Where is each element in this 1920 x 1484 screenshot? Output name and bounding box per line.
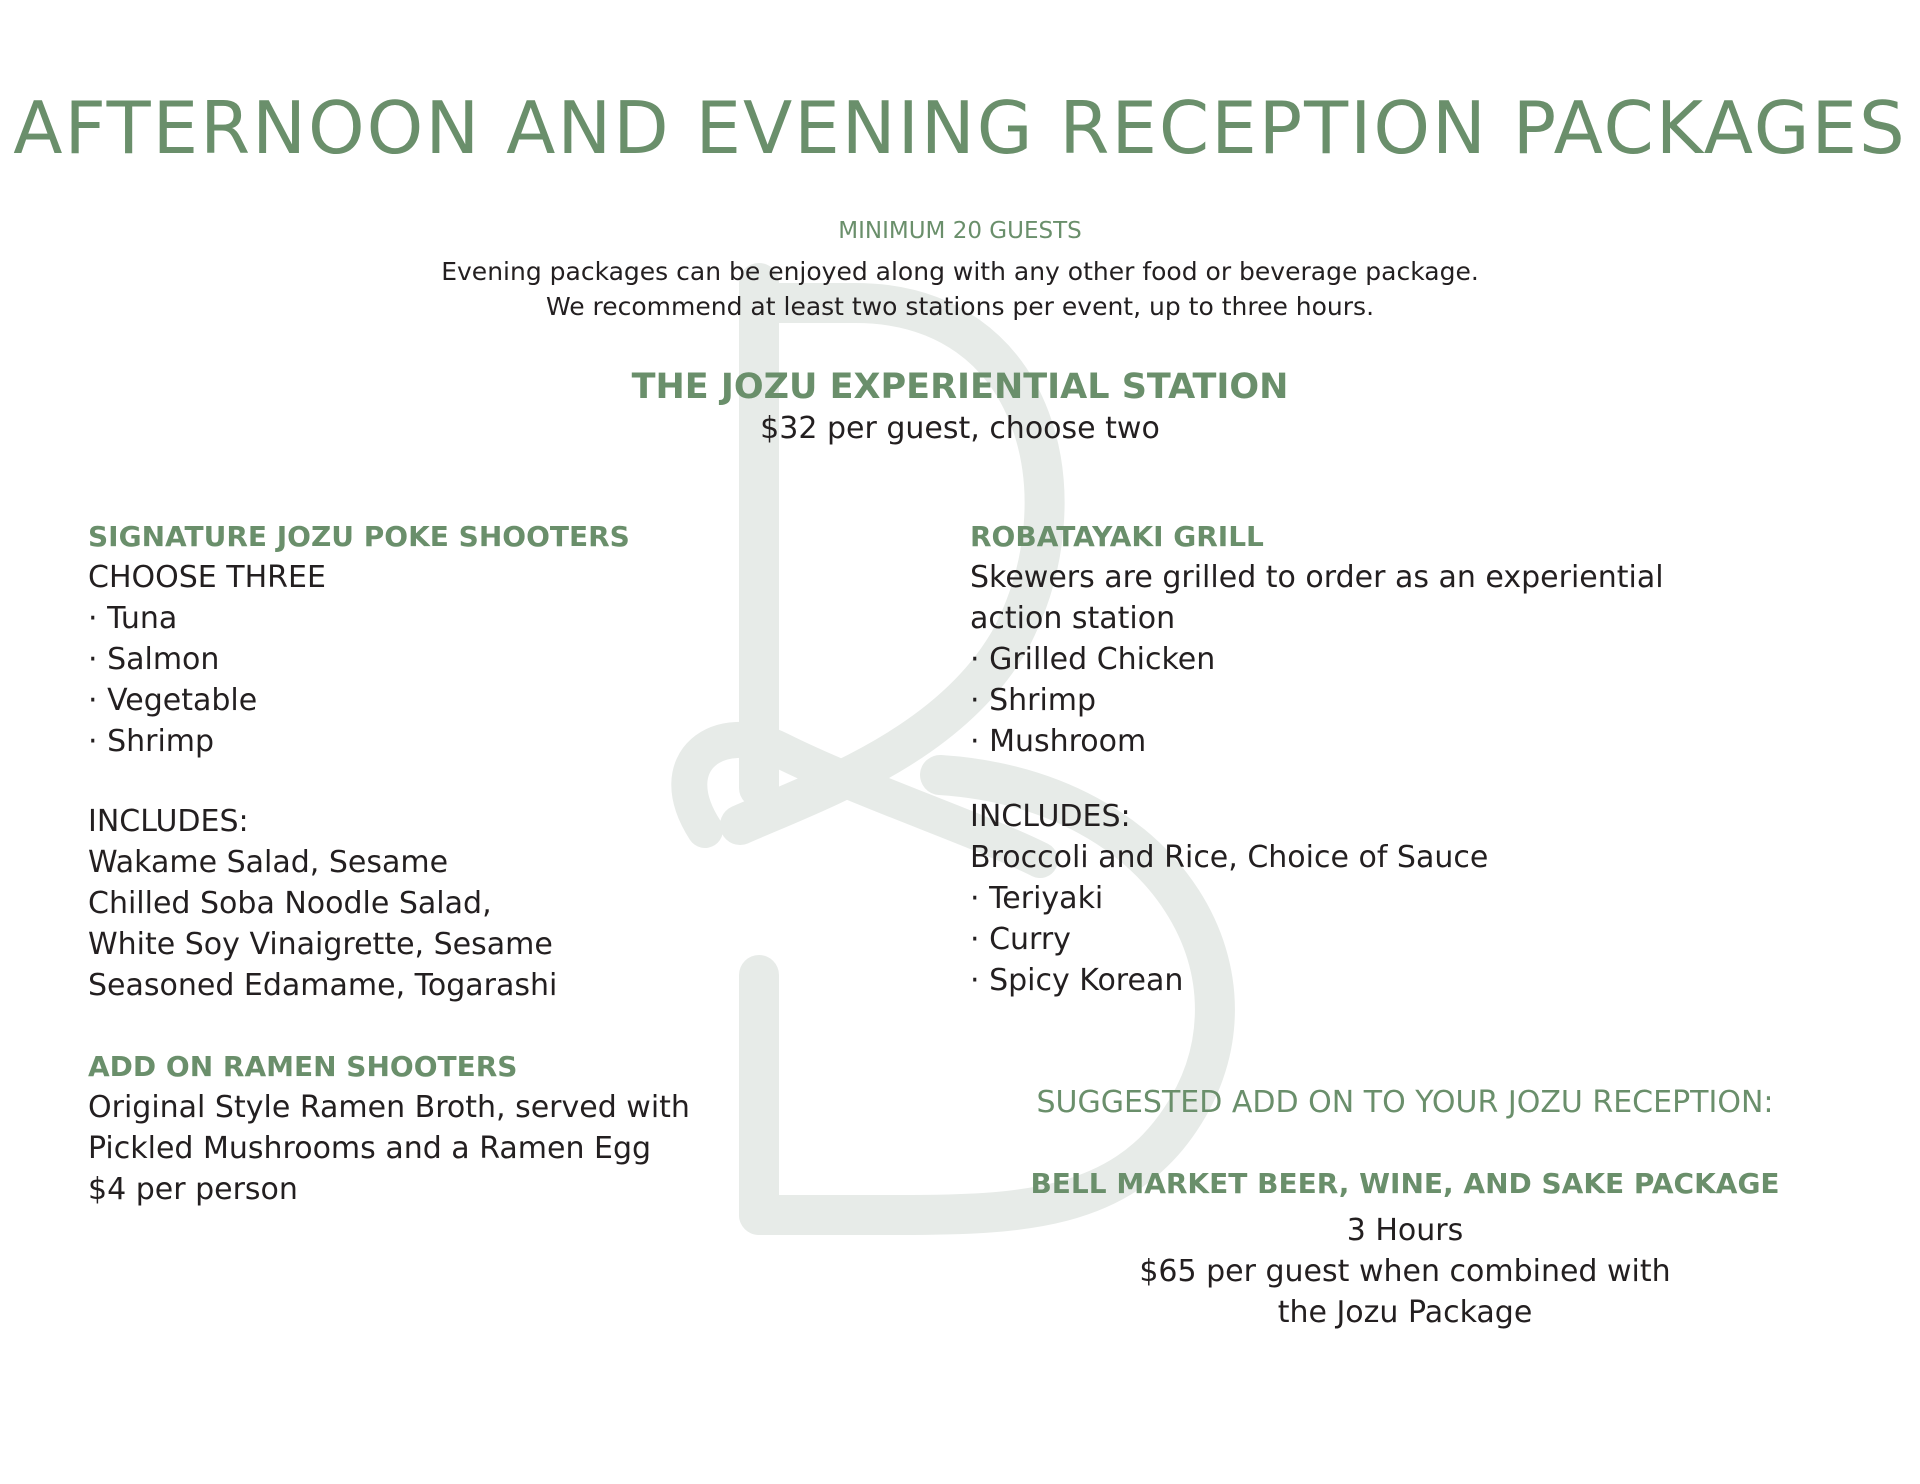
poke-option: · Vegetable <box>88 683 258 718</box>
robatayaki-includes: Broccoli and Rice, Choice of Sauce <box>970 840 1489 875</box>
robatayaki-option: · Mushroom <box>970 724 1147 759</box>
minimum-guests-note: MINIMUM 20 GUESTS <box>838 218 1082 244</box>
station-price: $32 per guest, choose two <box>760 411 1160 446</box>
left-column <box>88 516 928 1210</box>
right-column <box>970 516 1770 1001</box>
suggested-addon-heading: SUGGESTED ADD ON TO YOUR JOZU RECEPTION: <box>1036 1085 1774 1120</box>
poke-include-item: Wakame Salad, Sesame <box>88 845 449 880</box>
sauce-option: · Curry <box>970 922 1071 957</box>
poke-include-item: Chilled Soba Noodle Salad, <box>88 886 492 921</box>
poke-option: · Salmon <box>88 642 220 677</box>
poke-includes-label: INCLUDES: <box>88 804 249 839</box>
ramen-price: $4 per person <box>88 1172 298 1207</box>
spacer <box>88 1006 928 1046</box>
poke-include-item: Seasoned Edamame, Togarashi <box>88 968 558 1003</box>
beverage-package-price: $65 per guest when combined with <box>1139 1254 1671 1289</box>
ramen-line: Original Style Ramen Broth, served with <box>88 1090 690 1125</box>
poke-include-item: White Soy Vinaigrette, Sesame <box>88 927 553 962</box>
spacer <box>970 762 1770 796</box>
robatayaki-option: · Grilled Chicken <box>970 642 1216 677</box>
page-title: AFTERNOON AND EVENING RECEPTION PACKAGES <box>13 86 1907 170</box>
sauce-option: · Spicy Korean <box>970 963 1184 998</box>
station-title: THE JOZU EXPERIENTIAL STATION <box>631 367 1289 407</box>
robatayaki-option: · Shrimp <box>970 683 1097 718</box>
beverage-package-details <box>970 1210 1840 1333</box>
spacer <box>88 762 928 801</box>
robatayaki-section-title: ROBATAYAKI GRILL <box>970 520 1264 553</box>
ramen-line: Pickled Mushrooms and a Ramen Egg <box>88 1131 652 1166</box>
poke-section-title: SIGNATURE JOZU POKE SHOOTERS <box>88 520 630 553</box>
intro-line: Evening packages can be enjoyed along with any other food or beverage package. <box>441 257 1479 286</box>
beverage-package-duration: 3 Hours <box>1346 1213 1464 1248</box>
intro-line: We recommend at least two stations per event, up to three hours. <box>545 292 1375 321</box>
beverage-package-title: BELL MARKET BEER, WINE, AND SAKE PACKAGE <box>1030 1167 1780 1200</box>
poke-choose-label: CHOOSE THREE <box>88 560 326 595</box>
ramen-section-title: ADD ON RAMEN SHOOTERS <box>88 1050 518 1083</box>
robatayaki-includes-label: INCLUDES: <box>970 799 1131 834</box>
poke-option: · Shrimp <box>88 724 215 759</box>
robatayaki-description: Skewers are grilled to order as an experiential <box>970 560 1664 595</box>
intro-text <box>0 254 1920 324</box>
sauce-option: · Teriyaki <box>970 881 1104 916</box>
robatayaki-description: action station <box>970 601 1176 636</box>
poke-option: · Tuna <box>88 601 178 636</box>
beverage-package-note: the Jozu Package <box>1277 1295 1533 1330</box>
